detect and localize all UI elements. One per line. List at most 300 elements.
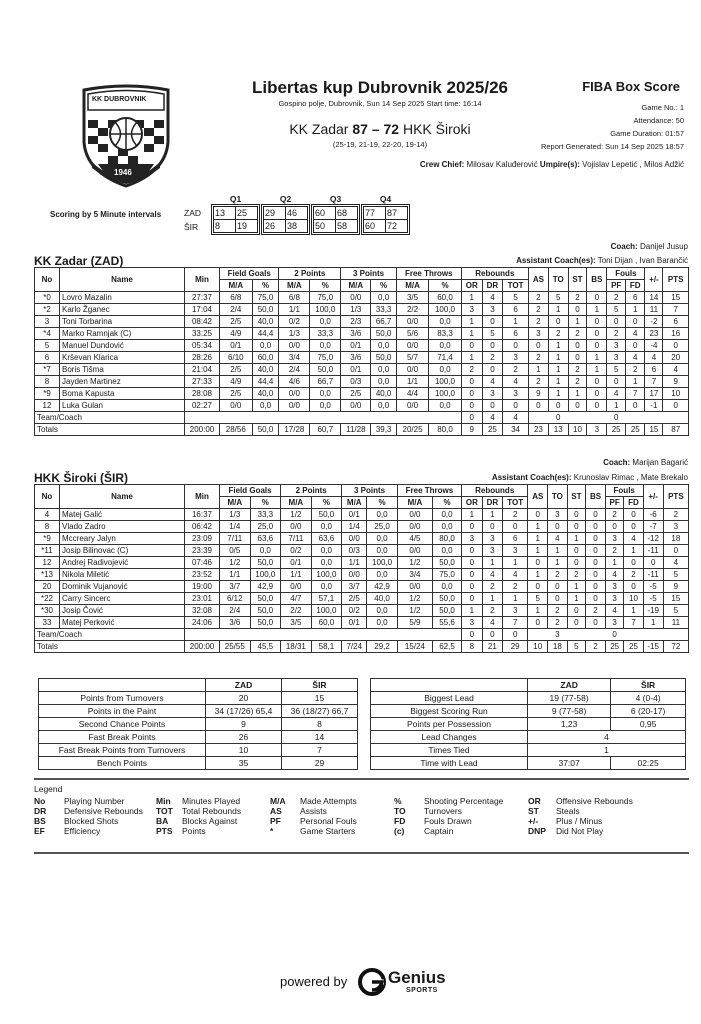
interval-block-q4 (363, 194, 408, 233)
col-name: Name (60, 268, 185, 292)
stat-cell: 0,0 (433, 509, 462, 521)
stat-cell: 0 (586, 521, 606, 533)
player-row (35, 557, 689, 569)
stat-cell: 0 (482, 364, 502, 376)
col-bs: BS (586, 485, 606, 509)
interval-cell: 19 (236, 220, 258, 233)
stat-cell: 0 (482, 400, 502, 412)
stat-cell: 3 (503, 352, 529, 364)
team-pf: 0 (605, 629, 624, 641)
stat-cell: 0 (548, 400, 568, 412)
stat-cell: 57,1 (311, 593, 342, 605)
total-cell: 3 (587, 424, 607, 436)
interval-row-sir (264, 220, 308, 233)
player-name: Manuel Dundović (60, 340, 185, 352)
stat-cell: 0/0 (220, 400, 253, 412)
player-row (35, 605, 689, 617)
stat-cell: 3 (605, 533, 624, 545)
stat-cell: 0/1 (341, 340, 371, 352)
total-cell: 21 (482, 641, 502, 653)
col-ma: M/A (342, 497, 367, 509)
stat-cell: 4 (605, 605, 624, 617)
stat-cell: 0,0 (252, 340, 279, 352)
stat-cell: -12 (643, 533, 663, 545)
stat-cell: 33,3 (310, 328, 341, 340)
col-pf: PF (607, 280, 626, 292)
stat-cell: 4 (607, 388, 626, 400)
stat-cell: 0 (461, 400, 482, 412)
stat-cell: 25,0 (250, 521, 281, 533)
col-tot: TOT (502, 497, 527, 509)
stat-cell: 1/4 (220, 521, 251, 533)
stat-cell: 3 (548, 509, 567, 521)
stat-cell: 0 (567, 617, 586, 629)
stat-cell: 0,0 (310, 316, 341, 328)
stat-cell: 0 (548, 581, 567, 593)
venue-info: Gospino polje, Dubrovnik, Sun 14 Sep 2025 Start time: 16:14 (278, 99, 482, 108)
interval-team-sir: ŠIR (184, 222, 199, 232)
stat-cell: 1 (461, 292, 482, 304)
stat-cell: 0 (663, 545, 688, 557)
player-row (35, 340, 689, 352)
stat-cell: 4 (645, 352, 663, 364)
stat-cell: -6 (643, 509, 663, 521)
totals-row (35, 641, 689, 653)
player-name: Toni Torbarina (60, 316, 185, 328)
legend-key: PTS (156, 826, 173, 836)
legend-key: * (270, 826, 274, 836)
player-name: Jayden Martinez (60, 376, 185, 388)
stat-value: 8 (282, 718, 358, 731)
score-dash: – (371, 121, 380, 137)
stat-cell: 1 (528, 605, 548, 617)
blank-cell (568, 412, 607, 424)
stat-cell: 0,0 (367, 605, 398, 617)
stat-cell: 50,0 (433, 593, 462, 605)
stat-cell: 2 (548, 569, 567, 581)
stat-cell: 0 (461, 340, 482, 352)
stat-value: 26 (206, 731, 282, 744)
stat-label: Times Tied (371, 744, 528, 757)
stat-cell: 4 (502, 569, 527, 581)
stat-cell: 1/2 (281, 509, 312, 521)
stat-cell: *22 (35, 593, 60, 605)
stat-cell: -5 (643, 581, 663, 593)
team-coach-label: Team/Coach (35, 412, 185, 424)
col-to: TO (548, 268, 568, 292)
stat-cell: 6 (502, 533, 527, 545)
stats-header-zad: ZAD (528, 679, 611, 692)
stat-cell: 1/3 (341, 304, 371, 316)
col-as: AS (528, 268, 548, 292)
stat-cell: *11 (35, 545, 60, 557)
interval-cell: 68 (336, 207, 358, 220)
stat-cell: 1 (568, 316, 587, 328)
player-row (35, 352, 689, 364)
sir-coach (288, 458, 688, 467)
stat-cell: 6 (503, 304, 529, 316)
player-name: Josip Čović (60, 605, 185, 617)
interval-row-zad (314, 207, 358, 220)
stat-cell: 50,0 (250, 605, 281, 617)
col-dr: DR (482, 497, 502, 509)
legend-key: EF (34, 826, 45, 836)
stat-value: 34 (17/26) 65,4 (206, 705, 282, 718)
interval-table (263, 206, 308, 233)
totals-label: Totals (35, 424, 185, 436)
totals-row (35, 424, 689, 436)
stat-cell: 0 (587, 328, 607, 340)
stat-cell: 0,0 (433, 545, 462, 557)
team-to: 3 (548, 629, 567, 641)
stat-cell: 100,0 (429, 388, 461, 400)
stat-cell: 4/6 (279, 376, 310, 388)
stat-cell: 14 (645, 292, 663, 304)
stat-cell: 0 (624, 521, 643, 533)
stat-cell: 7 (645, 376, 663, 388)
stat-cell: 0/0 (397, 509, 432, 521)
stat-value: 36 (18/27) 66,7 (282, 705, 358, 718)
col-pct: % (310, 280, 341, 292)
player-name: Matej Galić (60, 509, 185, 521)
stat-cell: *0 (35, 292, 60, 304)
stat-label: Biggest Scoring Run (371, 705, 528, 718)
interval-row-zad (364, 207, 408, 220)
divider-bottom (34, 852, 689, 854)
interval-cell: 60 (314, 207, 336, 220)
stat-cell: 2 (503, 364, 529, 376)
interval-row-sir (364, 220, 408, 233)
total-cell: 8 (462, 641, 483, 653)
stat-cell: 4 (663, 364, 689, 376)
stat-cell: 3 (35, 316, 60, 328)
stat-cell: 2/4 (220, 304, 253, 316)
stat-cell: 0/0 (397, 545, 432, 557)
stat-cell: 0/1 (342, 617, 367, 629)
stat-value: 0,95 (611, 718, 686, 731)
stat-cell: 0 (626, 400, 645, 412)
total-cell: 87 (663, 424, 689, 436)
stat-cell: 3 (528, 328, 548, 340)
stat-cell: 4 (626, 328, 645, 340)
legend-key: TO (394, 806, 406, 816)
total-cell: -15 (643, 641, 663, 653)
stat-cell: 0/3 (342, 545, 367, 557)
stat-cell: 1/3 (220, 509, 251, 521)
stat-cell: 7 (663, 304, 689, 316)
stat-cell: *30 (35, 605, 60, 617)
stat-cell: 4 (626, 352, 645, 364)
stat-cell: 20 (35, 581, 60, 593)
sir-box-score-table (34, 484, 689, 653)
stat-cell: 1 (548, 364, 568, 376)
col-to: TO (548, 485, 567, 509)
total-cell: 62,5 (433, 641, 462, 653)
stat-cell: 0,0 (371, 292, 396, 304)
legend-key: M/A (270, 796, 286, 806)
stat-cell: 2 (528, 316, 548, 328)
stat-cell: 3/7 (220, 581, 251, 593)
stat-cell: 0 (548, 593, 567, 605)
assistant-label: Assistant Coach(es): (516, 256, 596, 265)
away-score: 72 (383, 121, 400, 137)
col-fd: FD (624, 497, 643, 509)
stat-cell: 6 (626, 292, 645, 304)
stat-value: 1 (528, 744, 686, 757)
assistant-names: Toni Dijan , Ivan Barančić (597, 256, 688, 265)
stat-cell: 6 (503, 328, 529, 340)
player-row (35, 617, 689, 629)
stat-cell: 08:42 (185, 316, 220, 328)
interval-cell: 60 (364, 220, 386, 233)
stat-label: Points in the Paint (39, 705, 206, 718)
stat-cell: 3 (607, 340, 626, 352)
stats-row (39, 757, 358, 770)
stat-cell: 0/0 (341, 292, 371, 304)
interval-cell: 72 (386, 220, 408, 233)
stat-cell: 2 (605, 545, 624, 557)
stat-cell: 75,0 (252, 292, 279, 304)
stat-cell: 0 (461, 388, 482, 400)
total-cell: 18 (548, 641, 567, 653)
assistant-names: Krunoslav Rimac , Mate Brekalo (573, 473, 688, 482)
stat-cell: 2/3 (341, 316, 371, 328)
team-pf: 0 (607, 412, 626, 424)
total-cell: 58,1 (311, 641, 342, 653)
stat-cell: 6 (35, 352, 60, 364)
col-ma: M/A (279, 280, 310, 292)
player-name: Karlo Žganec (60, 304, 185, 316)
stat-cell: 0,0 (310, 340, 341, 352)
stat-cell: 2 (586, 605, 606, 617)
stat-cell: 15 (663, 593, 688, 605)
stat-cell: 71,4 (429, 352, 461, 364)
stat-value: 14 (282, 731, 358, 744)
stat-label: Lead Changes (371, 731, 528, 744)
stat-cell: 0 (605, 521, 624, 533)
stats-row (371, 757, 686, 770)
stat-cell: 0 (462, 545, 483, 557)
stat-cell: 1 (502, 593, 527, 605)
stats-row (371, 731, 686, 744)
stat-value: 29 (282, 757, 358, 770)
player-row (35, 400, 689, 412)
stat-cell: 4 (503, 376, 529, 388)
total-cell: 25 (482, 424, 502, 436)
stat-cell: 0/0 (396, 400, 428, 412)
zad-coach (288, 242, 688, 251)
stat-cell: 0 (482, 316, 502, 328)
stats-row (39, 692, 358, 705)
stats-row (371, 718, 686, 731)
stat-cell: 2 (461, 364, 482, 376)
stat-cell: 0 (567, 521, 586, 533)
interval-team-zad: ZAD (184, 208, 201, 218)
player-name: Krševan Klarica (60, 352, 185, 364)
stat-cell: 0,0 (252, 400, 279, 412)
document-type: FIBA Box Score (582, 79, 680, 94)
stat-cell: 1/1 (279, 304, 310, 316)
stat-cell: 6/8 (220, 292, 253, 304)
stat-cell: 0 (548, 316, 568, 328)
coach-name: Marijan Bagarić (632, 458, 688, 467)
stat-cell: 2/5 (220, 364, 253, 376)
stat-cell: 0 (568, 340, 587, 352)
stat-cell: 1 (548, 304, 568, 316)
stat-cell: 50,0 (310, 364, 341, 376)
stat-cell: 1 (587, 352, 607, 364)
stat-label: Bench Points (39, 757, 206, 770)
stat-cell: 1 (502, 557, 527, 569)
total-cell: 29 (502, 641, 527, 653)
col-ft: Free Throws (396, 268, 461, 280)
stat-cell: 0 (567, 509, 586, 521)
stat-cell: 0 (528, 617, 548, 629)
col-or: OR (461, 280, 482, 292)
total-cell: 25/55 (220, 641, 251, 653)
assistant-label: Assistant Coach(es): (491, 473, 572, 482)
col-min: Min (185, 268, 220, 292)
legend-key: FD (394, 816, 406, 826)
stat-cell: 3/4 (397, 569, 432, 581)
stat-cell: 1 (461, 316, 482, 328)
col-st: ST (567, 485, 586, 509)
stat-cell: 0 (607, 376, 626, 388)
interval-row-sir (214, 220, 258, 233)
stat-cell: 0,0 (433, 581, 462, 593)
stat-cell: 0 (586, 569, 606, 581)
logo-year: 1946 (114, 168, 132, 177)
stat-cell: 0,0 (367, 545, 398, 557)
player-name: Luka Gulan (60, 400, 185, 412)
stat-cell: 50,0 (252, 304, 279, 316)
stat-cell: 5 (503, 292, 529, 304)
col-ma: M/A (220, 280, 253, 292)
stat-cell: -5 (643, 593, 663, 605)
col-ma: M/A (281, 497, 312, 509)
legend-description: Captain (424, 826, 454, 836)
player-row (35, 292, 689, 304)
stat-cell: 06:42 (185, 521, 220, 533)
interval-cell: 13 (214, 207, 236, 220)
stat-cell: 0/1 (281, 557, 312, 569)
interval-block-q3 (313, 194, 358, 233)
col-pct: % (433, 497, 462, 509)
stat-cell: 2/4 (279, 364, 310, 376)
stat-cell: 0 (528, 400, 548, 412)
stat-cell: 0 (462, 569, 483, 581)
stat-cell: 28:08 (185, 388, 220, 400)
sir-assistant-coaches (288, 473, 688, 482)
stat-cell: 0/1 (341, 364, 371, 376)
stat-label: Points per Possession (371, 718, 528, 731)
stat-cell: 0 (626, 340, 645, 352)
stat-cell: 1/1 (220, 569, 251, 581)
stat-cell: 0/0 (279, 400, 310, 412)
stat-cell: 0 (586, 593, 606, 605)
interval-table (213, 206, 258, 233)
stat-cell: 0 (462, 581, 483, 593)
brand-name: Genius (388, 968, 446, 987)
zad-box-score-table (34, 267, 689, 436)
zad-assistant-coaches (288, 256, 688, 265)
total-cell: 34 (503, 424, 529, 436)
col-reb: Rebounds (461, 268, 528, 280)
stat-cell: 2 (607, 328, 626, 340)
away-team-name: HKK Široki (402, 121, 471, 137)
legend-description: Turnovers (424, 806, 462, 816)
stat-cell: 0 (567, 545, 586, 557)
team-stats-right (370, 678, 686, 770)
quarter-label: Q4 (379, 194, 392, 204)
stat-cell: 16 (663, 328, 689, 340)
stat-cell: 40,0 (367, 593, 398, 605)
legend-key: BA (156, 816, 169, 826)
col-pct: % (371, 280, 396, 292)
interval-row-sir (314, 220, 358, 233)
legend-description: Playing Number (64, 796, 125, 806)
stat-cell: 1 (607, 400, 626, 412)
team-to: 0 (548, 412, 568, 424)
team-coach-row (35, 629, 689, 641)
stat-cell: 0,0 (311, 557, 342, 569)
stat-cell: 0 (567, 557, 586, 569)
stat-cell: 1/4 (342, 521, 367, 533)
stat-value: 4 (0-4) (611, 692, 686, 705)
coach-label: Coach: (610, 242, 638, 251)
stat-cell: 1 (587, 304, 607, 316)
stat-cell: 23:52 (185, 569, 220, 581)
col-ft: Free Throws (397, 485, 461, 497)
stat-cell: 5 (528, 593, 548, 605)
player-name: Carry Sincerc (60, 593, 185, 605)
player-name: Vlado Zadro (60, 521, 185, 533)
stats-row (371, 705, 686, 718)
stat-cell: *9 (35, 388, 60, 400)
interval-cell: 8 (214, 220, 236, 233)
legend-key: DR (34, 806, 47, 816)
legend-key: TOT (156, 806, 173, 816)
stat-cell: 6 (645, 364, 663, 376)
header-row (35, 485, 689, 497)
total-cell: 13 (548, 424, 568, 436)
stat-cell: 0/0 (342, 569, 367, 581)
stat-cell: *9 (35, 533, 60, 545)
player-row (35, 569, 689, 581)
total-cell: 9 (461, 424, 482, 436)
interval-table (313, 206, 358, 233)
stat-cell: 50,0 (371, 328, 396, 340)
stat-cell: 4 (482, 292, 502, 304)
logo-text: KK DUBROVNIK (92, 96, 147, 103)
stat-cell: 0,0 (433, 521, 462, 533)
stat-cell: 8 (35, 376, 60, 388)
stat-label: Biggest Lead (371, 692, 528, 705)
total-cell: 60,7 (310, 424, 341, 436)
stat-cell: 2/2 (396, 304, 428, 316)
interval-cell: 29 (264, 207, 286, 220)
team-stats-left (38, 678, 358, 770)
team-dr: 4 (482, 412, 502, 424)
stat-cell: 1 (626, 376, 645, 388)
stat-cell: 100,0 (429, 304, 461, 316)
player-name: Andrej Radivojević (60, 557, 185, 569)
stats-header-sir: ŠIR (282, 679, 358, 692)
competition-title: Libertas kup Dubrovnik 2025/26 (251, 78, 509, 97)
officials (300, 160, 684, 169)
stat-cell: 100,0 (250, 569, 281, 581)
stat-cell: 3/7 (342, 581, 367, 593)
